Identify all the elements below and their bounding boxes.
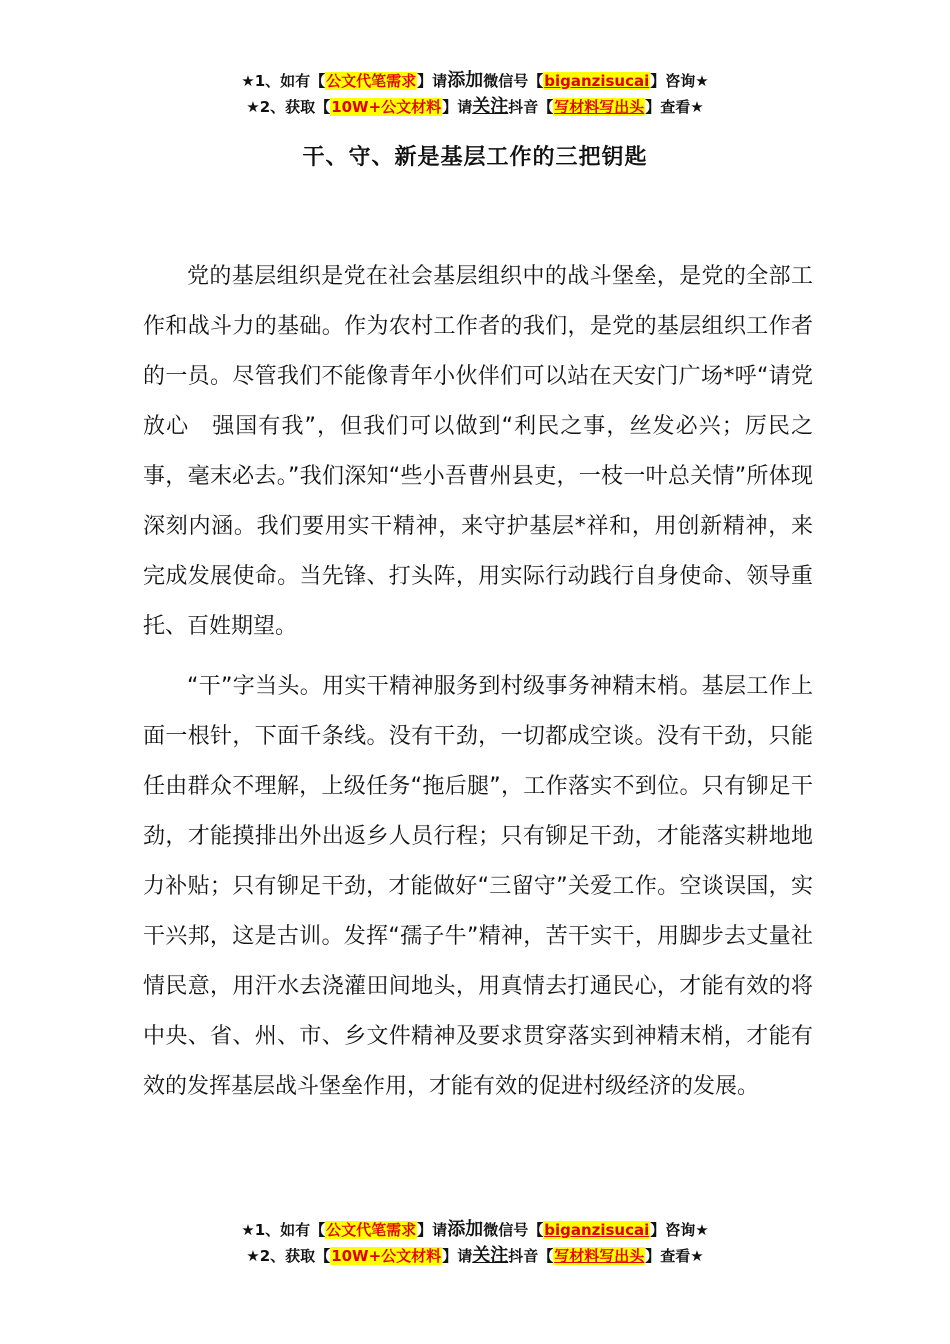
promo-text: ★2、获取【 <box>246 1247 331 1265</box>
paragraph: 党的基层组织是党在社会基层组织中的战斗堡垒，是党的全部工作和战斗力的基础。作为农村工作者的我们，是党的基层组织工作者的一员。尽管我们不能像青年小伙伴们可以站在天安门广场*呼“请党放心 强国有我”，但我们可以做到“利民之事，丝发必兴；厉民之事，毫末必去。”我们深知“些小吾曹州县吏，一枝一叶总关情”所体现深刻内涵。我们要用实干精神，来守护基层*祥和，用创新精神，来完成发展使命。当先锋、打头阵，用实际行动践行自身使命、领导重托、百姓期望。 <box>143 264 813 639</box>
promo-text: ★2、获取【 <box>246 98 331 116</box>
douyin-account-highlight: 写材料写出头 <box>554 98 645 116</box>
promo-text: 】请 <box>442 98 473 116</box>
promo-text: 微信号【 <box>483 72 544 90</box>
promo-text: 抖音【 <box>508 1247 554 1265</box>
promo-text: ★1、如有【 <box>241 1221 326 1239</box>
header-promo-banner <box>0 68 950 120</box>
promo-text: 】咨询★ <box>650 72 709 90</box>
promo-highlight: 10W+公文材料 <box>331 98 442 116</box>
promo-line-1 <box>0 68 950 94</box>
promo-highlight: 10W+公文材料 <box>331 1247 442 1265</box>
promo-line-2 <box>0 1243 950 1269</box>
promo-text: 】请 <box>417 72 448 90</box>
promo-text: 】查看★ <box>645 1247 704 1265</box>
footer-promo-banner <box>0 1217 950 1269</box>
promo-text: 】查看★ <box>645 98 704 116</box>
paragraph: “干”字当头。用实干精神服务到村级事务神精末梢。基层工作上面一根针，下面千条线。没有干劲，一切都成空谈。没有干劲，只能任由群众不理解，上级任务“拖后腿”，工作落实不到位。只有铆足干劲，才能摸排出外出返乡人员行程；只有铆足干劲，才能落实耕地地力补贴；只有铆足干劲，才能做好“三留守”关爱工作。空谈误国，实干兴邦，这是古训。发挥“孺子牛”精神，苦干实干，用脚步去丈量社情民意，用汗水去浇灌田间地头，用真情去打通民心，才能有效的将中央、省、州、市、乡文件精神及要求贯穿落实到神精末梢，才能有效的发挥基层战斗堡垒作用，才能有效的促进村级经济的发展。 <box>143 674 813 1099</box>
promo-text: 微信号【 <box>483 1221 544 1239</box>
document-title: 干、守、新是基层工作的三把钥匙 <box>302 145 648 170</box>
promo-line-1 <box>0 1217 950 1243</box>
promo-line-2 <box>0 94 950 120</box>
document-body <box>143 252 813 1112</box>
wechat-id-highlight: biganzisucai <box>544 72 650 90</box>
promo-text: 】请 <box>442 1247 473 1265</box>
promo-text: ★1、如有【 <box>241 72 326 90</box>
promo-emphasis: 关注 <box>472 1245 509 1266</box>
douyin-account-highlight: 写材料写出头 <box>554 1247 645 1265</box>
promo-text: 】请 <box>417 1221 448 1239</box>
promo-highlight: 公文代笔需求 <box>326 72 417 90</box>
promo-text: 抖音【 <box>508 98 554 116</box>
promo-emphasis: 添加 <box>447 1219 484 1240</box>
promo-emphasis: 添加 <box>447 70 484 91</box>
promo-text: 】咨询★ <box>650 1221 709 1239</box>
wechat-id-highlight: biganzisucai <box>544 1221 650 1239</box>
promo-highlight: 公文代笔需求 <box>326 1221 417 1239</box>
promo-emphasis: 关注 <box>472 96 509 117</box>
